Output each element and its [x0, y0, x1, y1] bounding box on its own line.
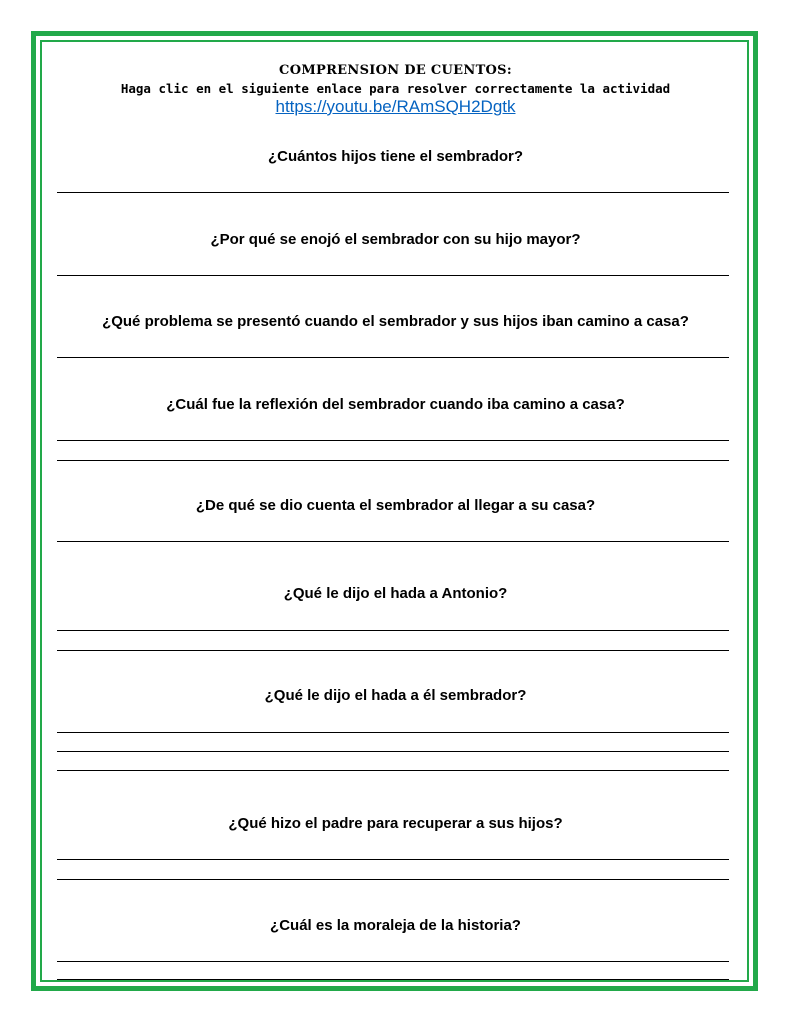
answer-line[interactable]: [57, 751, 729, 752]
question-3: ¿Qué problema se presentó cuando el sembrador y sus hijos iban camino a casa?: [102, 313, 689, 330]
worksheet-title: COMPRENSION DE CUENTOS:: [279, 63, 512, 78]
answer-line[interactable]: [57, 541, 729, 542]
instruction-text: Haga clic en el siguiente enlace para resolver correctamente la actividad: [120, 81, 671, 96]
answer-line[interactable]: [57, 460, 729, 461]
answer-line[interactable]: [57, 732, 729, 733]
video-link[interactable]: https://youtu.be/RAmSQH2Dgtk: [275, 97, 516, 116]
question-2: ¿Por qué se enojó el sembrador con su hijo mayor?: [210, 231, 581, 248]
answer-line[interactable]: [57, 859, 729, 860]
question-4: ¿Cuál fue la reflexión del sembrador cuando iba camino a casa?: [166, 396, 625, 413]
answer-line[interactable]: [57, 630, 729, 631]
question-1: ¿Cuántos hijos tiene el sembrador?: [267, 148, 524, 165]
answer-line[interactable]: [57, 650, 729, 651]
question-6: ¿Qué le dijo el hada a Antonio?: [283, 585, 508, 602]
answer-line[interactable]: [57, 357, 729, 358]
answer-line[interactable]: [57, 192, 729, 193]
answer-line[interactable]: [57, 879, 729, 880]
answer-line[interactable]: [57, 770, 729, 771]
question-8: ¿Qué hizo el padre para recuperar a sus hijos?: [228, 815, 563, 832]
answer-line[interactable]: [57, 979, 729, 980]
answer-line[interactable]: [57, 961, 729, 962]
question-7: ¿Qué le dijo el hada a él sembrador?: [264, 687, 527, 704]
question-9: ¿Cuál es la moraleja de la historia?: [270, 917, 521, 934]
question-5: ¿De qué se dio cuenta el sembrador al llegar a su casa?: [195, 497, 596, 514]
answer-line[interactable]: [57, 275, 729, 276]
answer-line[interactable]: [57, 440, 729, 441]
